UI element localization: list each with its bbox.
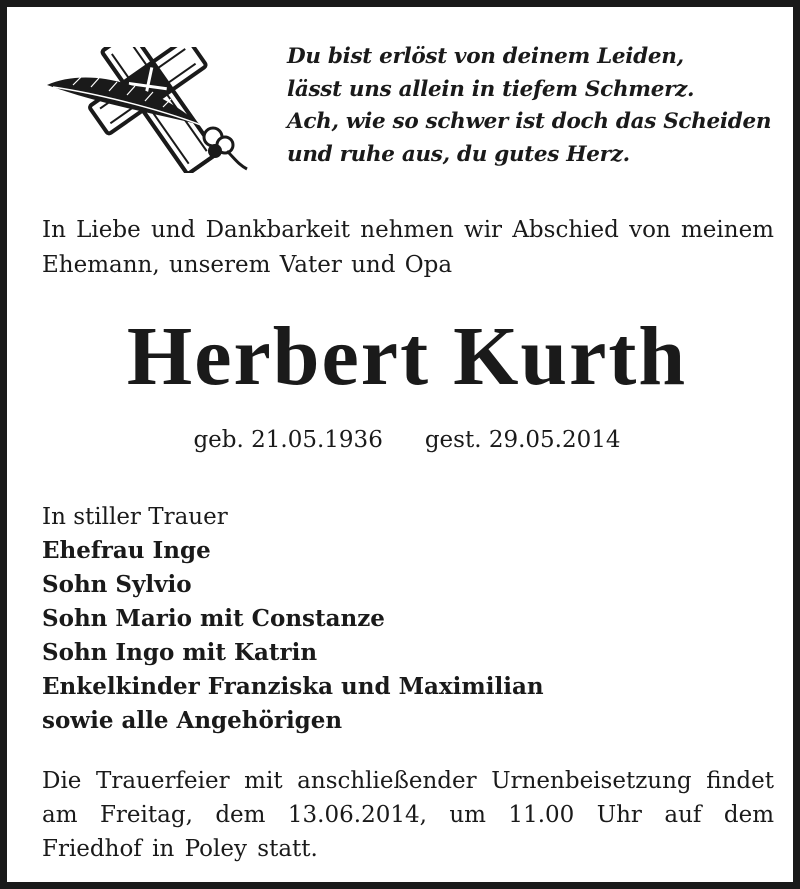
- mourner: Ehefrau Inge: [42, 537, 211, 564]
- intro-text: In Liebe und Dankbarkeit nehmen wir Abschied von meinem Ehemann, unserem Vater und Opa: [42, 217, 774, 278]
- birth-date: geb. 21.05.1936: [193, 427, 383, 453]
- mourners-lead: In stiller Trauer: [42, 504, 228, 530]
- mourner: Enkelkinder Franziska und Maximilian: [42, 673, 544, 700]
- cross-with-quill-icon: [43, 47, 253, 173]
- poem-line: und ruhe aus, du gutes Herz.: [287, 141, 630, 167]
- mourner: Sohn Mario mit Constanze: [42, 605, 385, 632]
- ceremony-info: Die Trauerfeier mit anschließender Urnenbeisetzung findet am Freitag, dem 13.06.2014, um 11.00 Uhr auf dem Friedhof in Poley statt.: [42, 768, 774, 862]
- poem-line: Du bist erlöst von deinem Leiden,: [287, 44, 684, 69]
- deceased-name: Herbert Kurth: [126, 310, 688, 403]
- mourner: Sohn Sylvio: [42, 571, 192, 598]
- poem-line: Ach, wie so schwer ist doch das Scheiden: [287, 109, 772, 134]
- death-date: gest. 29.05.2014: [424, 427, 621, 453]
- mourner: sowie alle Angehörigen: [42, 707, 343, 734]
- life-dates: [7, 425, 800, 455]
- mourners-list: [42, 500, 544, 738]
- mourner: Sohn Ingo mit Katrin: [42, 639, 318, 666]
- poem: [287, 41, 787, 171]
- poem-line: lässt uns allein in tiefem Schmerz.: [287, 76, 695, 102]
